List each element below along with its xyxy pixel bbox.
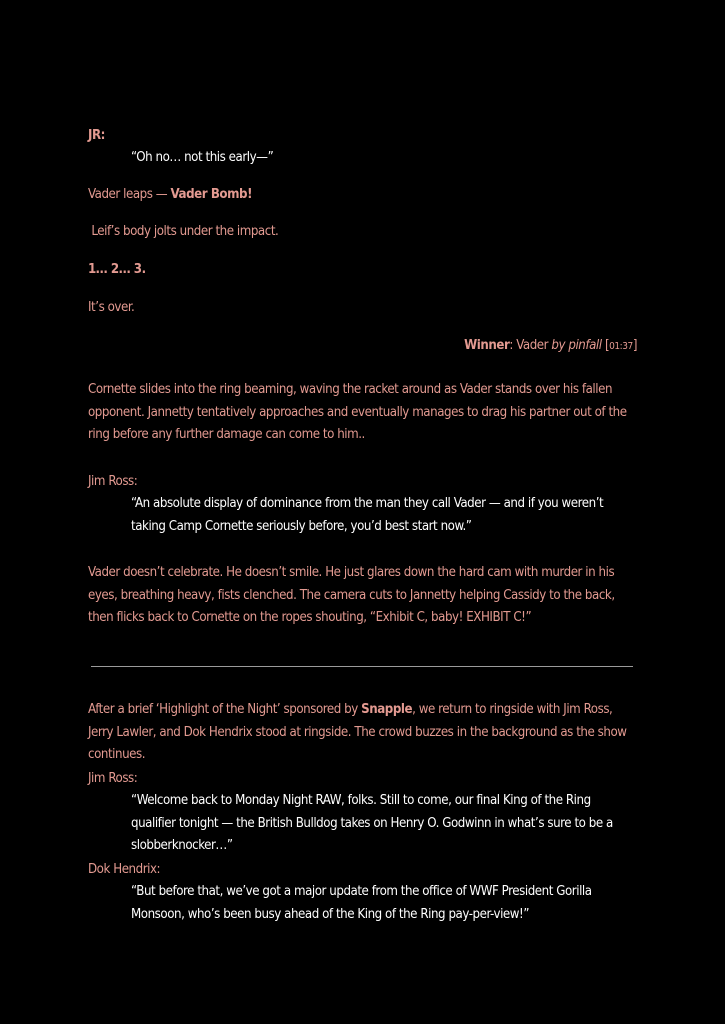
vader-celebrate-paragraph: Vader doesn’t celebrate. He doesn’t smile. He just glares down the hard cam with murder in his eyes, breathing heavy, fists clenched. The camera cuts to Jannetty helping Cassidy to the back, then flicks back to Cornette on the ropes shouting, “Exhibit C, baby! EXHIBIT C!” [88, 565, 615, 625]
quote-jim-ross-1: “An absolute display of dominance from the man they call Vader — and if you weren’t taking Camp Cornette seriously before, you’d best start now.” [131, 496, 604, 534]
speaker-jim-ross-1: Jim Ross: [88, 474, 138, 489]
highlight-paragraph: After a brief ‘Highlight of the Night’ sponsored by Snapple, we return to ringside with Jim Ross, Jerry Lawler, and Dok Hendrix stood at ringside. The crowd buzzes in the background as the show continues. [88, 702, 627, 762]
quote-jim-ross-2: “Welcome back to Monday Night RAW, folks. Still to come, our final King of the Ring qualifier tonight — the British Bulldog takes on Henry O. Godwinn in what’s sure to be a slobberknocker…” [131, 793, 613, 853]
leif-jolts-line: Leif’s body jolts under the impact. [88, 224, 279, 239]
match-result: Winner: Vader by pinfall [01:37] [464, 338, 637, 353]
win-method: by pinfall [551, 338, 602, 353]
winner-label: Winner [464, 338, 510, 353]
its-over-line: It’s over. [88, 300, 135, 315]
match-time: 01:37 [609, 341, 633, 352]
section-divider [91, 666, 633, 667]
speaker-jim-ross-2: Jim Ross: [88, 771, 138, 786]
pinfall-count: 1… 2… 3. [88, 262, 146, 277]
quote-jr: “Oh no… not this early—” [131, 150, 274, 165]
sponsor-name: Snapple [361, 702, 413, 717]
speaker-dok-hendrix: Dok Hendrix: [88, 862, 161, 877]
cornette-paragraph: Cornette slides into the ring beaming, waving the racket around as Vader stands over his fallen opponent. Jannetty tentatively approaches and eventually manages to drag his partner out of the ring before any further damage can come to him.. [88, 382, 627, 442]
speaker-jr: JR: [88, 128, 105, 143]
quote-dok-hendrix: “But before that, we’ve got a major update from the office of WWF President Gorilla Monsoon, who’s been busy ahead of the King of the Ring pay-per-view!” [131, 884, 592, 922]
vader-bomb-bold: Vader Bomb! [170, 187, 253, 202]
vader-leaps-line: Vader leaps — Vader Bomb! [88, 187, 253, 202]
winner-name: Vader [516, 338, 552, 353]
